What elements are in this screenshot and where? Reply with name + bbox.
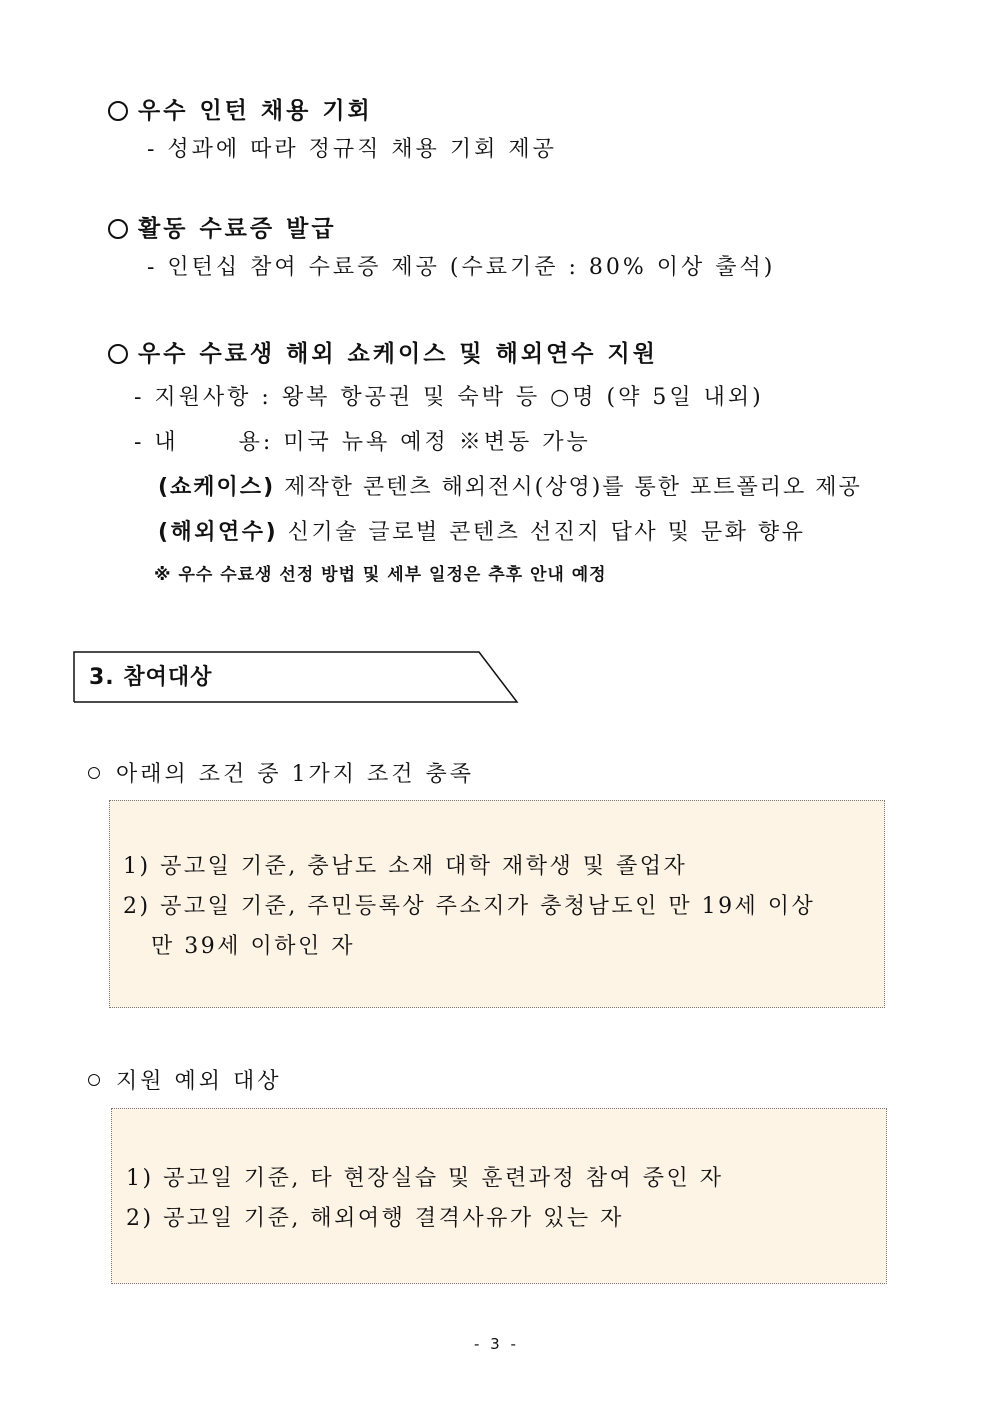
conditions-box [109,800,885,1008]
section-title: 3. 참여대상 [89,665,213,690]
heading-overseas-support: 우수 수료생 해외 쇼케이스 및 해외연수 지원 [108,335,658,368]
exclusion-item: 1) 공고일 기준, 타 현장실습 및 훈련과정 참여 중인 자 [126,1166,724,1191]
small-circle-bullet-icon [88,767,100,779]
circle-bullet-icon [108,219,128,239]
selection-note: ※ 우수 수료생 선정 방법 및 세부 일정은 추후 안내 예정 [154,565,607,585]
circle-bullet-icon [108,101,128,121]
exclusions-box [111,1108,887,1284]
page-number: - 3 - [474,1335,519,1353]
overseas-content: - 내 용: 미국 뉴욕 예정 ※변동 가능 [134,430,591,455]
condition-item: 1) 공고일 기준, 충남도 소재 대학 재학생 및 졸업자 [123,854,688,879]
showcase-line: (쇼케이스) 제작한 콘텐츠 해외전시(상영)를 통한 포트폴리오 제공 [158,475,862,500]
heading-certificate: 활동 수료증 발급 [108,210,337,243]
overseas-support-detail: - 지원사항 : 왕복 항공권 및 숙박 등 ○명 (약 5일 내외) [134,385,764,410]
condition-item-continued: 만 39세 이하인 자 [151,934,355,959]
conditions-title: 아래의 조건 중 1가지 조건 충족 [88,757,474,788]
desc-certificate: - 인턴십 참여 수료증 제공 (수료기준 : 80% 이상 출석) [147,255,776,280]
exclusions-title: 지원 예외 대상 [88,1064,282,1095]
condition-item: 2) 공고일 기준, 주민등록상 주소지가 충청남도인 만 19세 이상 [123,894,816,919]
training-line: (해외연수) 신기술 글로벌 콘텐츠 선진지 답사 및 문화 향유 [158,520,806,545]
exclusion-item: 2) 공고일 기준, 해외여행 결격사유가 있는 자 [126,1206,624,1231]
heading-intern-hiring: 우수 인턴 채용 기회 [108,92,373,125]
circle-bullet-icon [108,344,128,364]
section-heading-tab [73,651,519,703]
desc-intern-hiring: - 성과에 따라 정규직 채용 기회 제공 [147,137,557,162]
small-circle-bullet-icon [88,1074,100,1086]
